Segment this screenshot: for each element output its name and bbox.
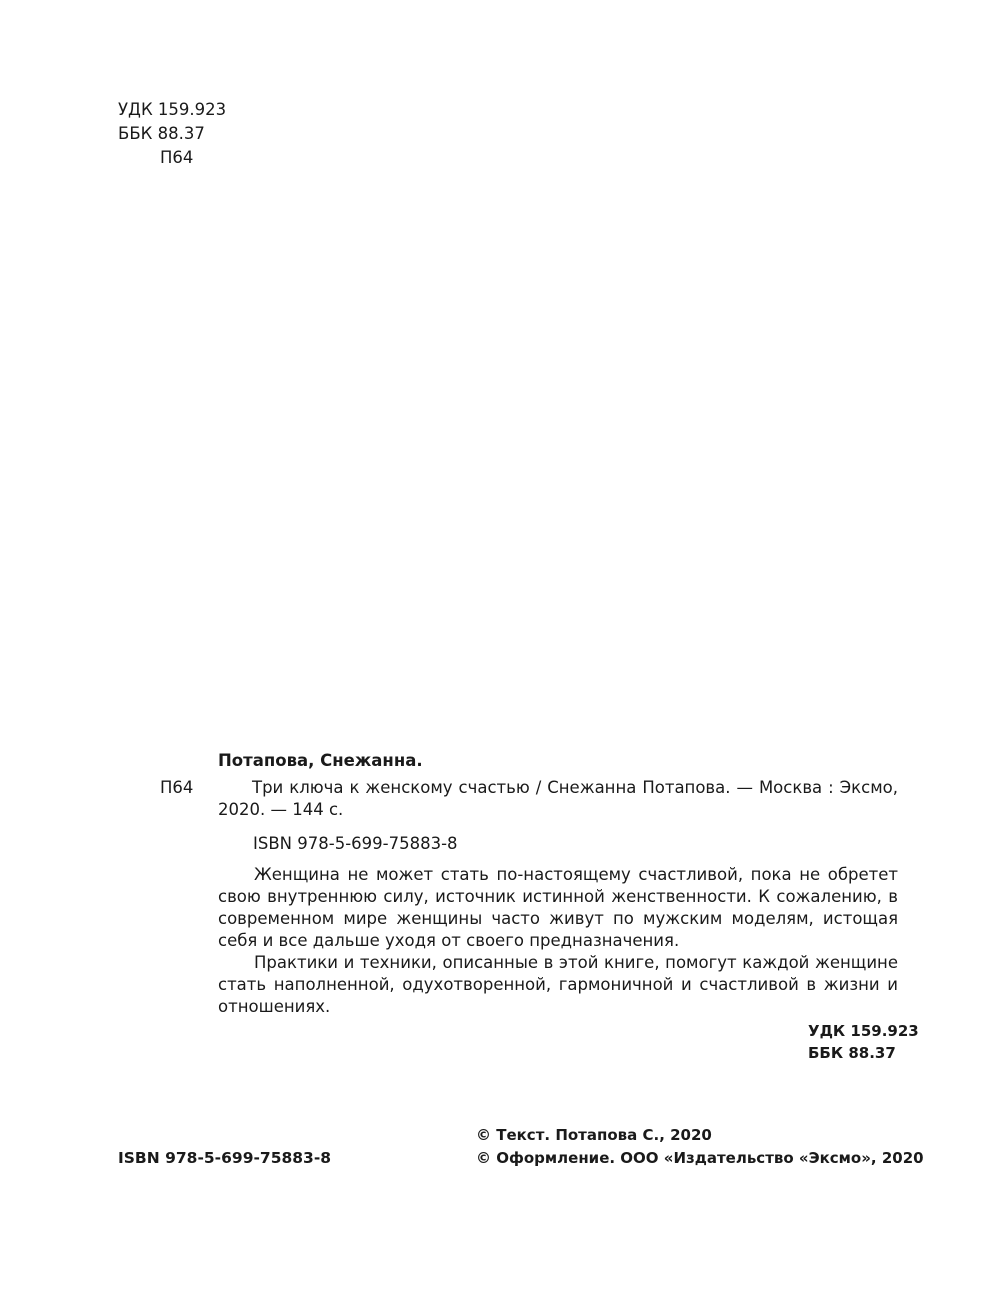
bottom-classification-codes: [808, 1020, 919, 1064]
entry-author-mark: П64: [160, 778, 194, 797]
top-classification-codes: [118, 98, 226, 170]
author-heading: Потапова, Снежанна.: [218, 751, 423, 770]
bottom-udk-code: УДК 159.923: [808, 1022, 919, 1040]
copyright-design-line: © Оформление. ООО «Издательство «Эксмо», 2020: [476, 1149, 924, 1167]
bibliographic-description: [218, 777, 898, 821]
title-description: Три ключа к женскому счастью / Снежанна Потапова. — Москва : Эксмо, 2020. — 144 с.: [218, 778, 898, 819]
top-bbk-code: ББК 88.37: [118, 124, 205, 143]
top-udk-code: УДК 159.923: [118, 100, 227, 119]
entry-isbn: ISBN 978-5-699-75883-8: [253, 834, 458, 853]
annotation-paragraph: Практики и техники, описанные в этой книге, помогут каждой женщине стать наполненной, одухотворенной, гармоничной и счастливой в жизни и отношениях.: [218, 953, 898, 1016]
footer-isbn: ISBN 978-5-699-75883-8: [118, 1149, 332, 1167]
annotation-paragraph: Женщина не может стать по-настоящему счастливой, пока не обретет свою внутреннюю силу, источник истинной женственности. К сожалению, в современном мире женщины часто живут по мужским моделям, истощая себя и все дальше уходя от своего предназначения.: [218, 865, 898, 950]
top-author-mark: П64: [160, 148, 194, 167]
copyright-block: [476, 1124, 924, 1170]
annotation: [218, 864, 898, 1018]
copyright-text-line: © Текст. Потапова С., 2020: [476, 1126, 712, 1144]
bottom-bbk-code: ББК 88.37: [808, 1044, 896, 1062]
